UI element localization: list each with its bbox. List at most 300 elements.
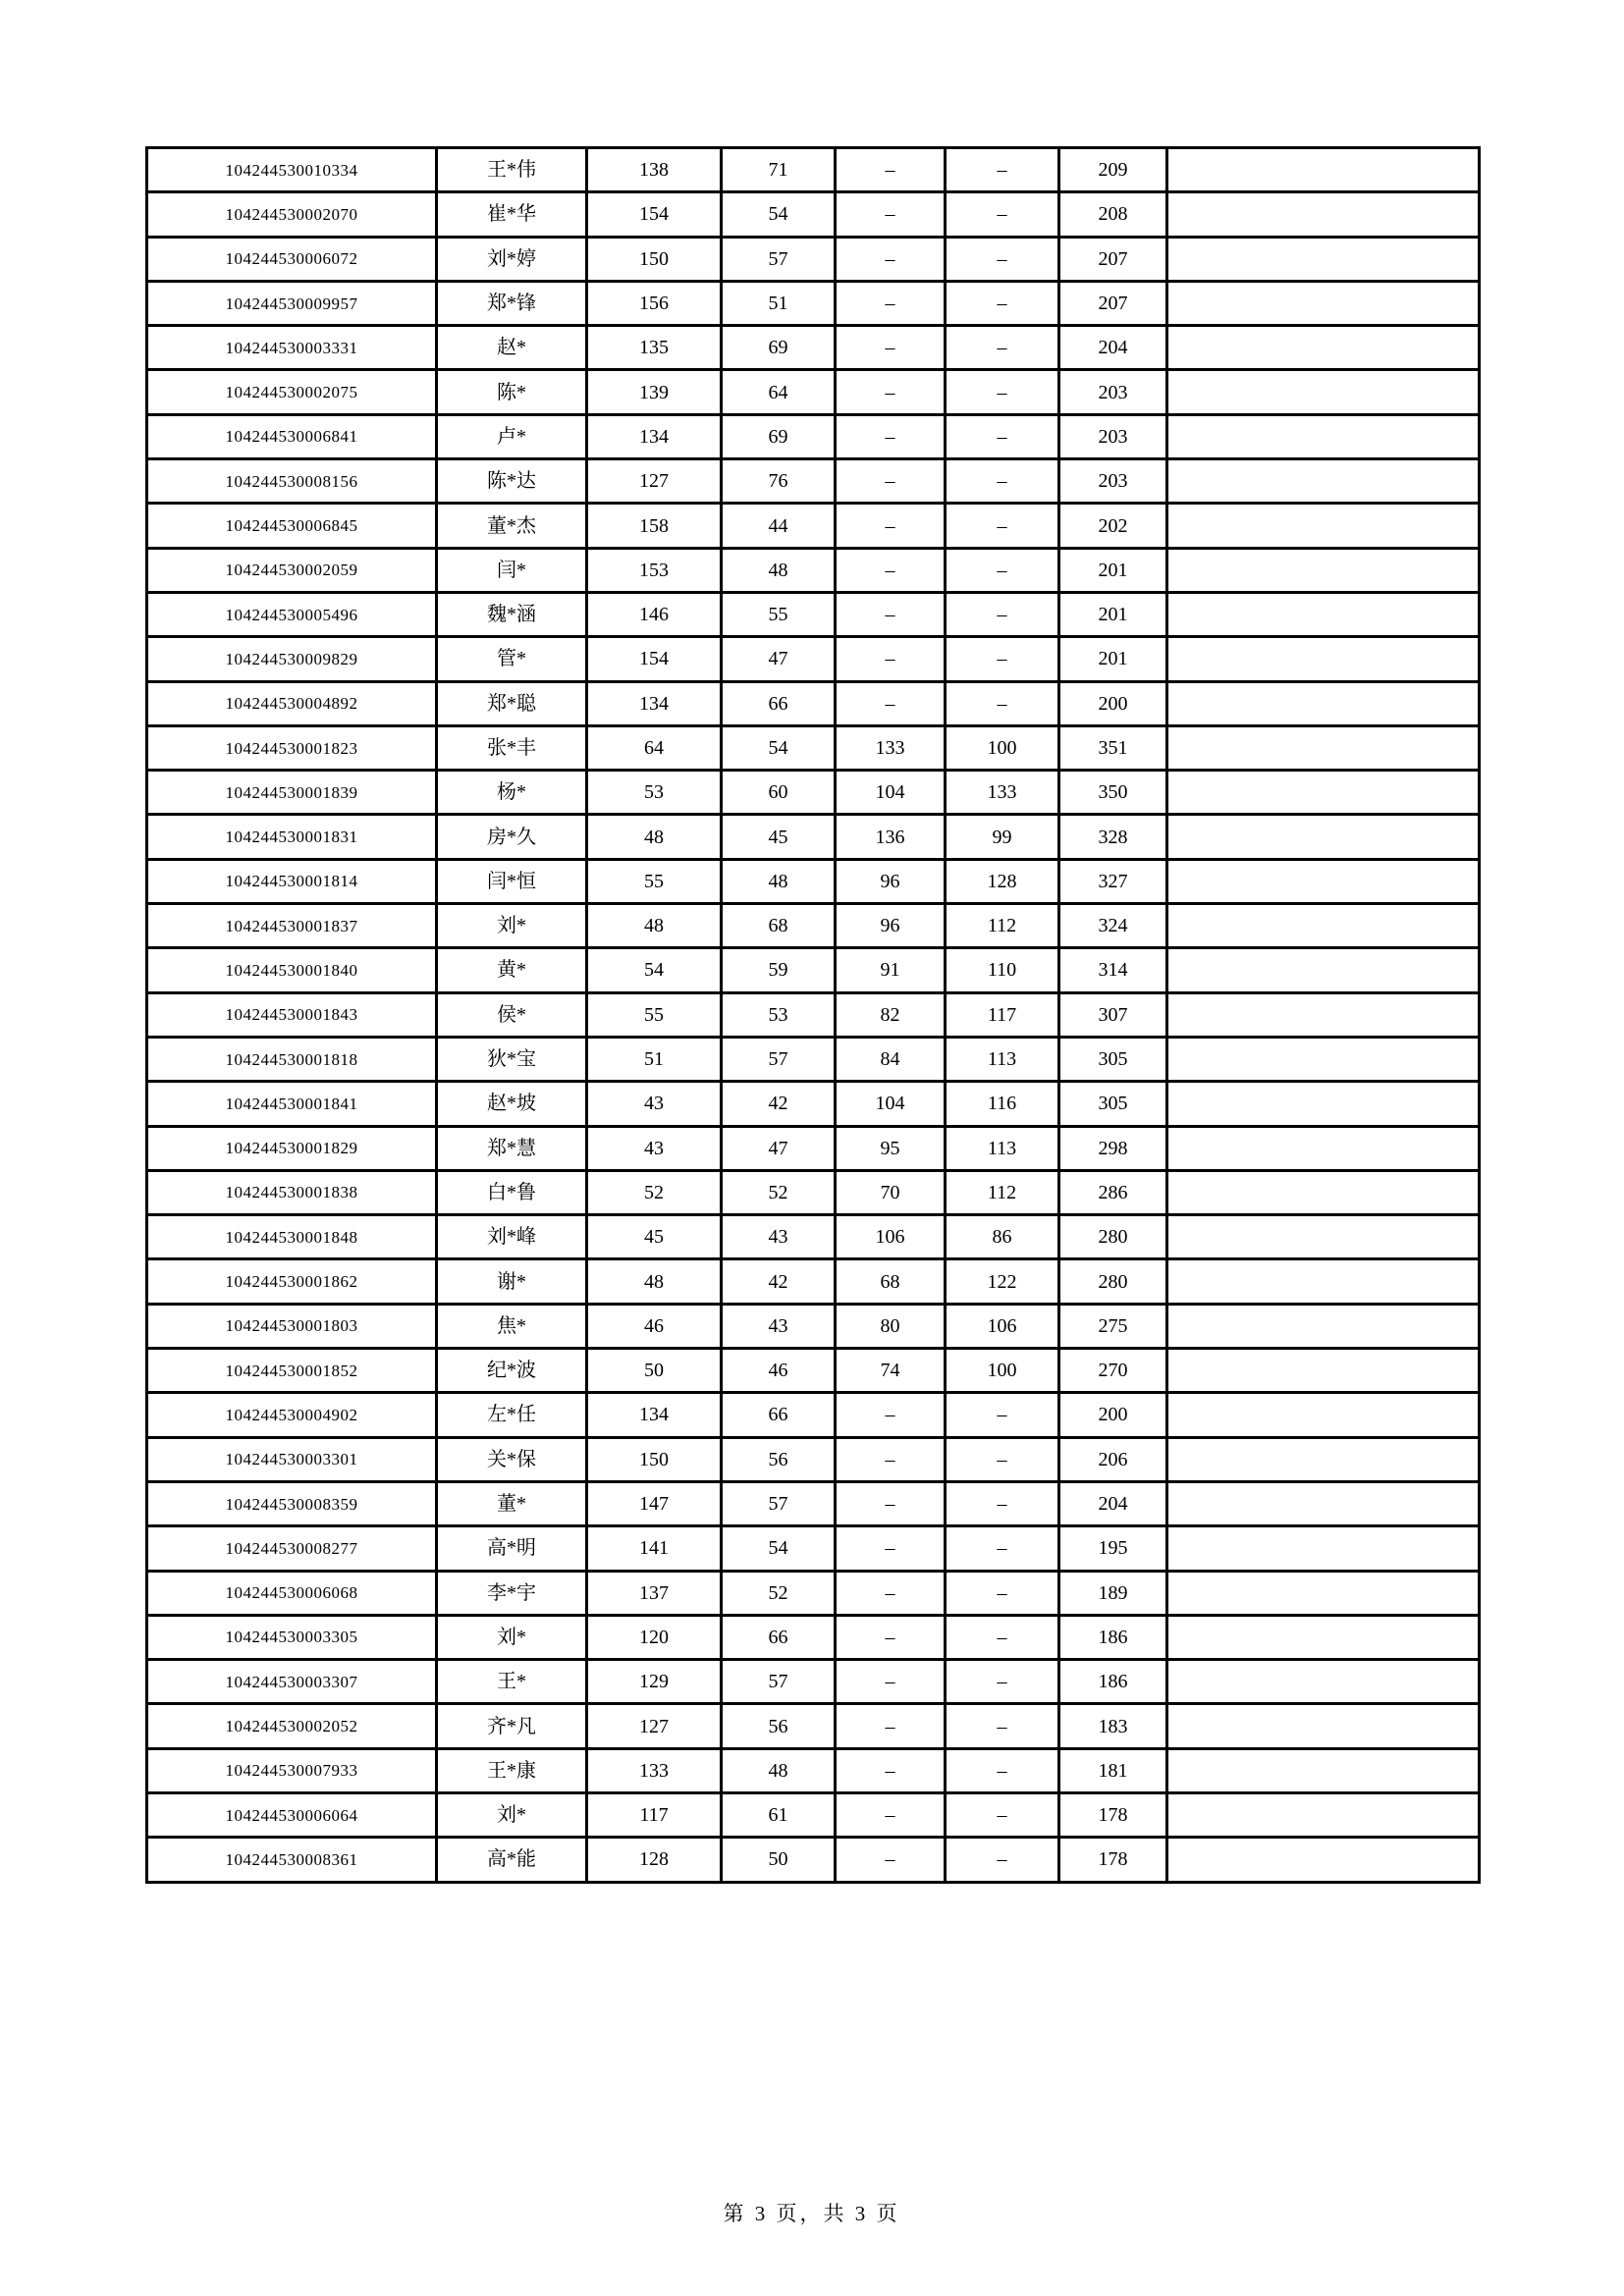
table-cell: – bbox=[946, 1393, 1059, 1437]
table-row bbox=[147, 1037, 1480, 1081]
table-cell: 189 bbox=[1059, 1571, 1167, 1615]
table-row bbox=[147, 592, 1480, 636]
table-cell: 48 bbox=[587, 904, 722, 948]
table-cell: 84 bbox=[836, 1037, 946, 1081]
table-cell: 208 bbox=[1059, 192, 1167, 237]
table-cell: 133 bbox=[836, 725, 946, 770]
table-cell: 46 bbox=[722, 1349, 836, 1393]
table-row bbox=[147, 281, 1480, 325]
table-row bbox=[147, 548, 1480, 592]
table-cell: 104244530001862 bbox=[147, 1259, 437, 1304]
table-cell: – bbox=[946, 1481, 1059, 1525]
table-row bbox=[147, 1704, 1480, 1748]
table-cell: – bbox=[836, 148, 946, 192]
table-cell: 82 bbox=[836, 992, 946, 1037]
table-cell: – bbox=[946, 237, 1059, 281]
table-cell: – bbox=[836, 326, 946, 370]
table-cell: 43 bbox=[722, 1304, 836, 1348]
table-cell: 112 bbox=[946, 1170, 1059, 1214]
table-cell: 183 bbox=[1059, 1704, 1167, 1748]
table-cell: – bbox=[836, 1437, 946, 1481]
table-cell: – bbox=[836, 370, 946, 414]
table-cell: 104244530003331 bbox=[147, 326, 437, 370]
table-cell: 104244530003301 bbox=[147, 1437, 437, 1481]
table-cell: – bbox=[836, 1660, 946, 1704]
table-cell: – bbox=[836, 1571, 946, 1615]
table-row bbox=[147, 904, 1480, 948]
table-cell: 112 bbox=[946, 904, 1059, 948]
table-cell: 137 bbox=[587, 1571, 722, 1615]
table-cell: 104244530001829 bbox=[147, 1126, 437, 1170]
table-cell: 70 bbox=[836, 1170, 946, 1214]
table-cell: 133 bbox=[587, 1748, 722, 1792]
table-row bbox=[147, 1792, 1480, 1837]
table-cell bbox=[1167, 1615, 1480, 1659]
table-cell: 64 bbox=[722, 370, 836, 414]
table-cell: 64 bbox=[587, 725, 722, 770]
table-cell: 91 bbox=[836, 948, 946, 992]
table-cell bbox=[1167, 326, 1480, 370]
table-cell: 黄* bbox=[437, 948, 587, 992]
table-cell: 侯* bbox=[437, 992, 587, 1037]
table-cell: 104244530001852 bbox=[147, 1349, 437, 1393]
table-cell: 201 bbox=[1059, 637, 1167, 681]
table-cell: 57 bbox=[722, 1660, 836, 1704]
table-cell: 154 bbox=[587, 637, 722, 681]
table-cell: 104244530001839 bbox=[147, 771, 437, 815]
table-cell: 68 bbox=[722, 904, 836, 948]
table-cell: 53 bbox=[722, 992, 836, 1037]
table-cell bbox=[1167, 504, 1480, 548]
table-cell: 104244530001838 bbox=[147, 1170, 437, 1214]
table-cell: 71 bbox=[722, 148, 836, 192]
table-cell: 207 bbox=[1059, 281, 1167, 325]
table-cell: 201 bbox=[1059, 548, 1167, 592]
table-cell: 董*杰 bbox=[437, 504, 587, 548]
table-cell: 201 bbox=[1059, 592, 1167, 636]
table-row bbox=[147, 1660, 1480, 1704]
table-cell: 卢* bbox=[437, 414, 587, 458]
table-cell: 120 bbox=[587, 1615, 722, 1659]
table-cell: 47 bbox=[722, 637, 836, 681]
table-cell bbox=[1167, 459, 1480, 504]
score-table bbox=[145, 146, 1481, 1884]
table-cell: 203 bbox=[1059, 370, 1167, 414]
table-cell: 54 bbox=[722, 725, 836, 770]
table-cell: 104244530001814 bbox=[147, 859, 437, 903]
table-cell: 104244530004892 bbox=[147, 681, 437, 725]
table-cell bbox=[1167, 1526, 1480, 1571]
table-cell bbox=[1167, 992, 1480, 1037]
table-cell bbox=[1167, 1660, 1480, 1704]
table-cell: – bbox=[946, 459, 1059, 504]
table-cell: 68 bbox=[836, 1259, 946, 1304]
table-cell: 52 bbox=[722, 1170, 836, 1214]
table-cell: 61 bbox=[722, 1792, 836, 1837]
table-cell: 113 bbox=[946, 1126, 1059, 1170]
table-cell: 66 bbox=[722, 1393, 836, 1437]
table-cell: – bbox=[946, 1748, 1059, 1792]
table-cell: 104244530002059 bbox=[147, 548, 437, 592]
table-cell: 104244530008277 bbox=[147, 1526, 437, 1571]
table-cell bbox=[1167, 1838, 1480, 1882]
table-cell: – bbox=[836, 504, 946, 548]
table-cell bbox=[1167, 1170, 1480, 1214]
table-row bbox=[147, 1215, 1480, 1259]
table-cell: 305 bbox=[1059, 1037, 1167, 1081]
table-cell: 200 bbox=[1059, 1393, 1167, 1437]
table-cell bbox=[1167, 815, 1480, 859]
table-cell: 48 bbox=[722, 1748, 836, 1792]
table-cell: 104244530003305 bbox=[147, 1615, 437, 1659]
table-cell: 郑*锋 bbox=[437, 281, 587, 325]
table-row bbox=[147, 1437, 1480, 1481]
table-cell bbox=[1167, 592, 1480, 636]
table-cell: 80 bbox=[836, 1304, 946, 1348]
table-cell: – bbox=[836, 1481, 946, 1525]
table-cell bbox=[1167, 681, 1480, 725]
table-cell: – bbox=[946, 281, 1059, 325]
table-cell: – bbox=[946, 1660, 1059, 1704]
table-cell: 116 bbox=[946, 1082, 1059, 1126]
table-cell bbox=[1167, 1704, 1480, 1748]
table-cell: 张*丰 bbox=[437, 725, 587, 770]
table-cell: 280 bbox=[1059, 1215, 1167, 1259]
table-cell: 95 bbox=[836, 1126, 946, 1170]
table-cell: 298 bbox=[1059, 1126, 1167, 1170]
table-cell: 闫*恒 bbox=[437, 859, 587, 903]
table-cell: – bbox=[836, 414, 946, 458]
table-cell bbox=[1167, 192, 1480, 237]
table-cell: 杨* bbox=[437, 771, 587, 815]
table-cell: – bbox=[836, 459, 946, 504]
table-cell: 104244530006064 bbox=[147, 1792, 437, 1837]
table-row bbox=[147, 1082, 1480, 1126]
table-cell: 李*宇 bbox=[437, 1571, 587, 1615]
table-cell: 141 bbox=[587, 1526, 722, 1571]
table-cell: 203 bbox=[1059, 414, 1167, 458]
table-row bbox=[147, 192, 1480, 237]
table-cell: 56 bbox=[722, 1704, 836, 1748]
table-cell: – bbox=[946, 1704, 1059, 1748]
table-row bbox=[147, 414, 1480, 458]
table-cell bbox=[1167, 1571, 1480, 1615]
table-cell: 351 bbox=[1059, 725, 1167, 770]
table-cell: 327 bbox=[1059, 859, 1167, 903]
table-cell: 104244530009957 bbox=[147, 281, 437, 325]
table-cell: 104244530006845 bbox=[147, 504, 437, 548]
table-cell: 104244530001803 bbox=[147, 1304, 437, 1348]
table-row bbox=[147, 1259, 1480, 1304]
table-cell: – bbox=[836, 1748, 946, 1792]
table-row bbox=[147, 459, 1480, 504]
table-cell: 104244530006068 bbox=[147, 1571, 437, 1615]
table-cell: – bbox=[836, 681, 946, 725]
table-cell: 200 bbox=[1059, 681, 1167, 725]
table-cell: 153 bbox=[587, 548, 722, 592]
table-cell: 48 bbox=[722, 859, 836, 903]
table-row bbox=[147, 1349, 1480, 1393]
table-cell bbox=[1167, 1126, 1480, 1170]
table-cell: 55 bbox=[587, 859, 722, 903]
table-row bbox=[147, 725, 1480, 770]
table-cell: – bbox=[836, 1615, 946, 1659]
table-row bbox=[147, 948, 1480, 992]
table-cell: 127 bbox=[587, 459, 722, 504]
table-cell: 104244530003307 bbox=[147, 1660, 437, 1704]
table-cell bbox=[1167, 414, 1480, 458]
table-cell: – bbox=[836, 637, 946, 681]
table-cell: 324 bbox=[1059, 904, 1167, 948]
table-row bbox=[147, 1304, 1480, 1348]
table-cell: – bbox=[836, 237, 946, 281]
table-cell: 刘* bbox=[437, 1615, 587, 1659]
table-cell: 54 bbox=[722, 192, 836, 237]
table-cell: 134 bbox=[587, 1393, 722, 1437]
table-cell: 66 bbox=[722, 1615, 836, 1659]
table-cell bbox=[1167, 725, 1480, 770]
table-cell: 47 bbox=[722, 1126, 836, 1170]
table-row bbox=[147, 637, 1480, 681]
table-cell: 董* bbox=[437, 1481, 587, 1525]
table-cell: 158 bbox=[587, 504, 722, 548]
table-cell bbox=[1167, 1082, 1480, 1126]
table-cell: 高*能 bbox=[437, 1838, 587, 1882]
table-cell: 56 bbox=[722, 1437, 836, 1481]
table-cell bbox=[1167, 771, 1480, 815]
table-cell: – bbox=[946, 326, 1059, 370]
table-cell: – bbox=[946, 592, 1059, 636]
table-row bbox=[147, 1571, 1480, 1615]
table-cell: 154 bbox=[587, 192, 722, 237]
table-cell: 关*保 bbox=[437, 1437, 587, 1481]
table-cell: 275 bbox=[1059, 1304, 1167, 1348]
table-cell: 赵* bbox=[437, 326, 587, 370]
table-cell: 57 bbox=[722, 237, 836, 281]
table-cell: – bbox=[946, 637, 1059, 681]
table-row bbox=[147, 370, 1480, 414]
table-cell: 104244530010334 bbox=[147, 148, 437, 192]
table-cell: 305 bbox=[1059, 1082, 1167, 1126]
table-cell bbox=[1167, 637, 1480, 681]
table-cell: 52 bbox=[587, 1170, 722, 1214]
table-cell: – bbox=[946, 548, 1059, 592]
table-cell: 50 bbox=[587, 1349, 722, 1393]
table-row bbox=[147, 859, 1480, 903]
table-cell: 146 bbox=[587, 592, 722, 636]
table-cell: 128 bbox=[587, 1838, 722, 1882]
table-cell: 陈* bbox=[437, 370, 587, 414]
table-cell: 186 bbox=[1059, 1660, 1167, 1704]
table-cell: – bbox=[836, 1393, 946, 1437]
table-row bbox=[147, 771, 1480, 815]
table-cell: 104244530002052 bbox=[147, 1704, 437, 1748]
table-cell: 66 bbox=[722, 681, 836, 725]
table-cell bbox=[1167, 1037, 1480, 1081]
table-cell: 69 bbox=[722, 326, 836, 370]
table-cell: 管* bbox=[437, 637, 587, 681]
table-cell: – bbox=[836, 1704, 946, 1748]
table-cell: – bbox=[836, 1792, 946, 1837]
table-cell: – bbox=[946, 1792, 1059, 1837]
table-cell: 106 bbox=[836, 1215, 946, 1259]
table-cell bbox=[1167, 281, 1480, 325]
table-cell: 谢* bbox=[437, 1259, 587, 1304]
table-row bbox=[147, 1170, 1480, 1214]
table-cell: 314 bbox=[1059, 948, 1167, 992]
table-cell: – bbox=[946, 414, 1059, 458]
table-cell bbox=[1167, 904, 1480, 948]
table-cell: 209 bbox=[1059, 148, 1167, 192]
table-cell: 286 bbox=[1059, 1170, 1167, 1214]
table-cell: 150 bbox=[587, 1437, 722, 1481]
table-cell: 55 bbox=[587, 992, 722, 1037]
score-table-body bbox=[147, 148, 1480, 1883]
table-cell: 178 bbox=[1059, 1838, 1167, 1882]
table-row bbox=[147, 681, 1480, 725]
table-cell bbox=[1167, 1215, 1480, 1259]
table-cell: 99 bbox=[946, 815, 1059, 859]
table-cell: 45 bbox=[587, 1215, 722, 1259]
table-cell: 48 bbox=[722, 548, 836, 592]
table-cell: 100 bbox=[946, 1349, 1059, 1393]
table-cell: 54 bbox=[722, 1526, 836, 1571]
table-cell: 50 bbox=[722, 1838, 836, 1882]
table-cell: – bbox=[946, 1526, 1059, 1571]
table-row bbox=[147, 1393, 1480, 1437]
table-cell: 郑*慧 bbox=[437, 1126, 587, 1170]
table-cell: 崔*华 bbox=[437, 192, 587, 237]
table-row bbox=[147, 815, 1480, 859]
table-cell: – bbox=[836, 281, 946, 325]
table-cell: 122 bbox=[946, 1259, 1059, 1304]
table-cell: 纪*波 bbox=[437, 1349, 587, 1393]
table-cell: 42 bbox=[722, 1259, 836, 1304]
table-cell bbox=[1167, 1748, 1480, 1792]
table-cell: 133 bbox=[946, 771, 1059, 815]
table-cell: 白*鲁 bbox=[437, 1170, 587, 1214]
table-cell: 104244530007933 bbox=[147, 1748, 437, 1792]
table-cell: 129 bbox=[587, 1660, 722, 1704]
table-cell: 136 bbox=[836, 815, 946, 859]
table-cell: 46 bbox=[587, 1304, 722, 1348]
table-cell: 54 bbox=[587, 948, 722, 992]
table-cell: 王*康 bbox=[437, 1748, 587, 1792]
table-cell: 43 bbox=[722, 1215, 836, 1259]
table-cell: 104244530008156 bbox=[147, 459, 437, 504]
table-cell: 134 bbox=[587, 414, 722, 458]
table-row bbox=[147, 1748, 1480, 1792]
table-row bbox=[147, 148, 1480, 192]
table-cell: 房*久 bbox=[437, 815, 587, 859]
table-cell bbox=[1167, 1437, 1480, 1481]
table-cell: 陈*达 bbox=[437, 459, 587, 504]
page-number-footer: 第 3 页，共 3 页 bbox=[723, 2202, 900, 2225]
table-cell: 104244530001818 bbox=[147, 1037, 437, 1081]
table-cell: 150 bbox=[587, 237, 722, 281]
table-cell: 96 bbox=[836, 904, 946, 948]
table-cell: 104 bbox=[836, 771, 946, 815]
table-row bbox=[147, 1481, 1480, 1525]
table-cell: – bbox=[836, 592, 946, 636]
table-cell bbox=[1167, 859, 1480, 903]
table-cell: 106 bbox=[946, 1304, 1059, 1348]
score-table-container bbox=[145, 146, 1478, 1884]
table-cell: – bbox=[836, 1838, 946, 1882]
table-cell: 55 bbox=[722, 592, 836, 636]
table-cell: 刘* bbox=[437, 904, 587, 948]
table-cell: 51 bbox=[587, 1037, 722, 1081]
table-cell: 狄*宝 bbox=[437, 1037, 587, 1081]
table-cell: 60 bbox=[722, 771, 836, 815]
table-cell: 王*伟 bbox=[437, 148, 587, 192]
table-row bbox=[147, 504, 1480, 548]
table-cell: 52 bbox=[722, 1571, 836, 1615]
table-cell: 57 bbox=[722, 1481, 836, 1525]
table-cell: 104 bbox=[836, 1082, 946, 1126]
table-cell: 202 bbox=[1059, 504, 1167, 548]
table-cell: 45 bbox=[722, 815, 836, 859]
table-cell: 51 bbox=[722, 281, 836, 325]
table-cell: 86 bbox=[946, 1215, 1059, 1259]
table-cell: – bbox=[946, 370, 1059, 414]
table-cell: 42 bbox=[722, 1082, 836, 1126]
table-cell: 44 bbox=[722, 504, 836, 548]
table-cell bbox=[1167, 1393, 1480, 1437]
table-cell: 57 bbox=[722, 1037, 836, 1081]
table-cell: 闫* bbox=[437, 548, 587, 592]
table-cell: 高*明 bbox=[437, 1526, 587, 1571]
table-cell: – bbox=[946, 1437, 1059, 1481]
table-cell: 135 bbox=[587, 326, 722, 370]
table-cell bbox=[1167, 948, 1480, 992]
table-cell: – bbox=[946, 1571, 1059, 1615]
table-cell bbox=[1167, 1349, 1480, 1393]
table-cell: 110 bbox=[946, 948, 1059, 992]
table-cell: 焦* bbox=[437, 1304, 587, 1348]
table-cell: – bbox=[946, 681, 1059, 725]
table-cell: 204 bbox=[1059, 326, 1167, 370]
table-cell: 138 bbox=[587, 148, 722, 192]
table-cell: – bbox=[946, 504, 1059, 548]
table-cell: – bbox=[946, 192, 1059, 237]
table-cell: 74 bbox=[836, 1349, 946, 1393]
table-row bbox=[147, 1526, 1480, 1571]
table-cell: – bbox=[836, 548, 946, 592]
table-cell: 104244530004902 bbox=[147, 1393, 437, 1437]
table-row bbox=[147, 992, 1480, 1037]
table-cell: 76 bbox=[722, 459, 836, 504]
table-cell: 104244530008361 bbox=[147, 1838, 437, 1882]
table-cell: 307 bbox=[1059, 992, 1167, 1037]
table-cell: 43 bbox=[587, 1082, 722, 1126]
table-cell: 48 bbox=[587, 815, 722, 859]
table-cell: 206 bbox=[1059, 1437, 1167, 1481]
table-cell: 270 bbox=[1059, 1349, 1167, 1393]
table-cell bbox=[1167, 548, 1480, 592]
table-cell: 178 bbox=[1059, 1792, 1167, 1837]
table-cell bbox=[1167, 1304, 1480, 1348]
table-cell: 郑*聪 bbox=[437, 681, 587, 725]
table-cell: – bbox=[836, 1526, 946, 1571]
table-cell: 195 bbox=[1059, 1526, 1167, 1571]
table-cell: 43 bbox=[587, 1126, 722, 1170]
table-cell: 刘*婷 bbox=[437, 237, 587, 281]
table-cell: 156 bbox=[587, 281, 722, 325]
table-cell: 刘*峰 bbox=[437, 1215, 587, 1259]
table-cell: 181 bbox=[1059, 1748, 1167, 1792]
table-cell: 113 bbox=[946, 1037, 1059, 1081]
